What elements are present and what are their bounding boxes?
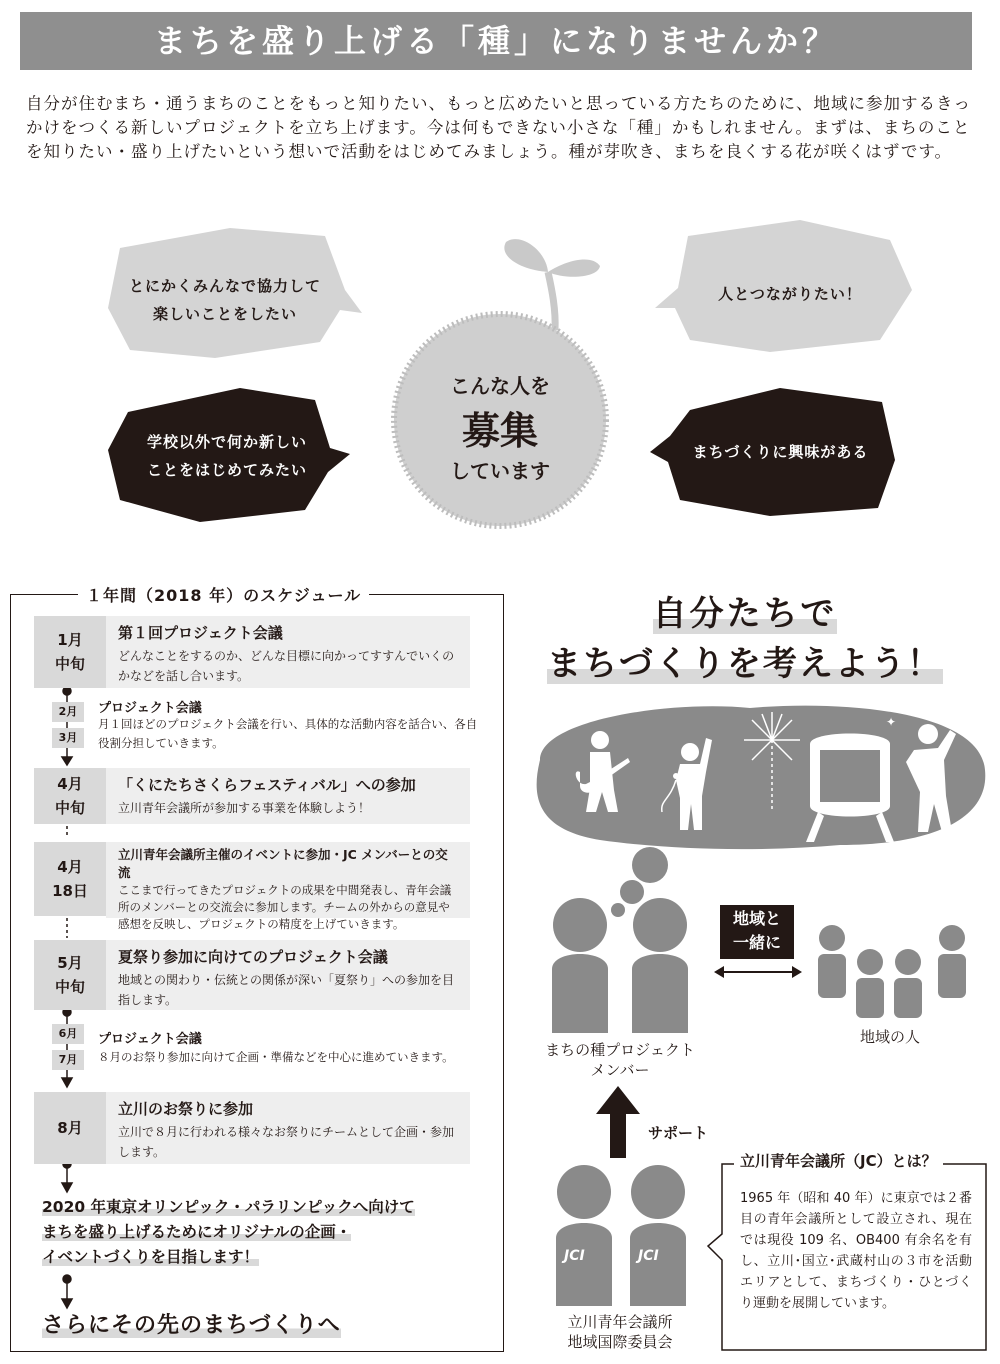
schedule-item-6-body: ８月のお祭り参加に向けて企画・準備などを中心に進めていきます。 [98, 1050, 454, 1064]
center-line1: こんな人を [450, 374, 550, 398]
schedule-month-3: 4月 中旬 [34, 768, 106, 824]
schedule-month-5: 5月 中旬 [34, 940, 106, 1010]
jc-label: 立川青年会議所 地域国際委員会 [567, 1313, 673, 1351]
intro-paragraph: 自分が住むまち・通うまちのことをもっと知りたい、もっと広めたいと思っている方たちのために、地域に参加するきっかけをつくる新しいプロジェクトを立ち上げます。今は何もできない小さな「種」かもしれません。まずは、まちのことを知りたい・盛り上げたいという想いで活動をはじめてみましょう。種が芽吹き、まちを良くする花が咲くはずです。 [26, 94, 971, 161]
schedule-month-jul: 7月 [52, 1050, 84, 1070]
bubble-top-left-text: とにかくみんなで協力して 楽しいことをしたい [128, 277, 321, 323]
schedule-month-4: 4月 18日 [34, 842, 106, 916]
svg-text:✦: ✦ [886, 715, 897, 729]
schedule-final: さらにその先のまちづくりへ [42, 1313, 341, 1338]
schedule-item-4: 立川青年会議所主催のイベントに参加・JC メンバーとの交流 ここまで行ってきたプロジェクトの成果を中間発表し、青年会議所のメンバーとの交流会に参加します。チームの外からの意見や感想を反映し、プロジェクトの精度を上げていきます。 [106, 842, 470, 918]
together-badge: 地域と 一緒に [720, 905, 794, 959]
members-label: まちの種プロジェクト メンバー [545, 1041, 695, 1079]
schedule-item-2-title: プロジェクト会議 [98, 701, 202, 716]
schedule-heading: １年間（2018 年）のスケジュール [78, 583, 369, 606]
schedule-item-2-body: 月１回ほどのプロジェクト会議を行い、具体的な活動内容を話合い、各自役割分担していきます。 [98, 717, 478, 750]
jci-logo-right: JCI [638, 1248, 659, 1264]
schedule-month-8: 8月 [34, 1092, 106, 1164]
locals-icon [812, 920, 972, 1020]
schedule-month-1: 1月 中旬 [34, 616, 106, 688]
schedule-item-5: 夏祭り参加に向けてのプロジェクト会議 地域との関わり・伝統との関係が深い「夏祭り」への参加を目指します。 [106, 940, 470, 1010]
page-title: まちを盛り上げる「種」になりませんか？ [153, 22, 838, 60]
schedule-item-1: 第１回プロジェクト会議 どんなことをするのか、どんな目標に向かってすすんでいくのかなどを話し合います。 [106, 616, 470, 688]
jc-members-icon [540, 1160, 700, 1310]
bubble-top-right-text: 人とつながりたい！ [718, 285, 862, 303]
locals-label: 地域の人 [859, 1028, 920, 1046]
double-arrow-icon [712, 962, 804, 982]
bubble-bottom-right-text: まちづくりに興味がある [692, 443, 869, 461]
schedule-item-6-title: プロジェクト会議 [98, 1032, 202, 1047]
schedule-month-jun: 6月 [52, 1024, 84, 1044]
schedule-item-7: 立川のお祭りに参加 立川で８月に行われる様々なお祭りにチームとして企画・参加します。 [106, 1092, 470, 1164]
jci-logo-left: JCI [564, 1248, 585, 1264]
sprout-right-leaf [548, 259, 600, 276]
schedule-item-3: 「くにたちさくらフェスティバル」への参加 立川青年会議所が参加する事業を体験しよう！ [106, 768, 470, 824]
support-arrow-icon [596, 1086, 640, 1158]
bubble-bottom-left-text: 学校以外で何か新しい ことをはじめてみたい [146, 433, 307, 479]
support-label: サポート [648, 1124, 709, 1142]
schedule-month-mar: 3月 [52, 728, 84, 748]
jc-box-body: 1965 年（昭和 40 年）に東京では２番目の青年会議所として設立され、現在では現役 109 名、OB400 有余名を有し、立川･国立･武蔵村山の３市を活動エリアとして、まちづくり・ひとづくり運動を展開しています。 [740, 1191, 972, 1311]
jc-box-title: 立川青年会議所（JC）とは？ [734, 1150, 943, 1171]
headline-2: まちづくりを考えよう！ [547, 644, 943, 684]
center-line3: しています [450, 459, 550, 483]
members-icon [540, 895, 700, 1035]
schedule-month-feb: 2月 [52, 702, 84, 722]
headline-1: 自分たちで [652, 594, 838, 634]
center-line2: 募集 [461, 409, 538, 453]
schedule-goal: 2020 年東京オリンピック・パラリンピックへ向けて まちを盛り上げるためにオリジナルの企画・ イベントづくりを目指します！ [42, 1198, 415, 1266]
